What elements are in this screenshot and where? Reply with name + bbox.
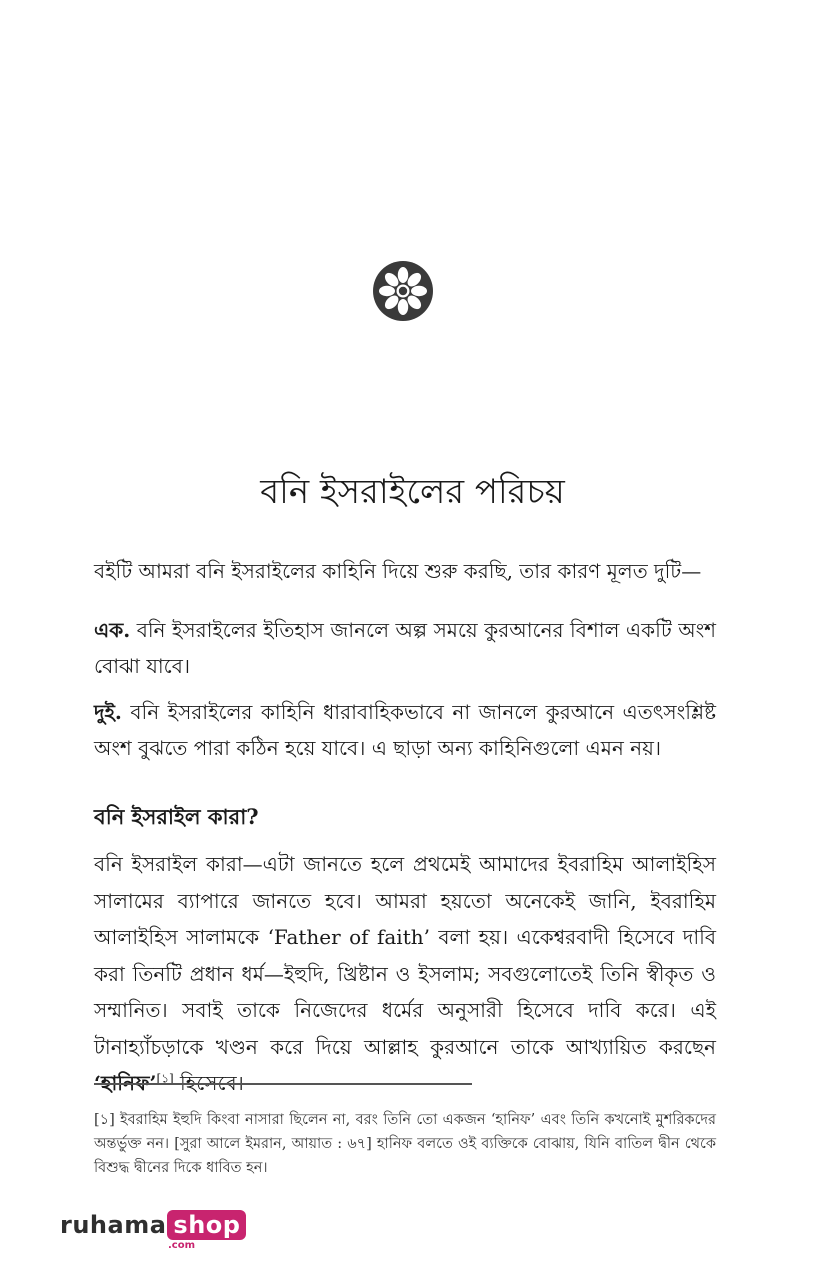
footnote-divider xyxy=(94,1083,472,1085)
logo-domain: .com xyxy=(168,1240,196,1251)
publisher-logo xyxy=(60,1210,246,1251)
section-heading: বনি ইসরাইল কারা? xyxy=(94,804,259,829)
point-two-label: দুই. xyxy=(94,700,122,724)
point-one-text: বনি ইসরাইলের ইতিহাস জানলে অল্প সময়ে কুরআনের বিশাল একটি অংশ বোঝা যাবে। xyxy=(94,618,717,678)
point-one-paragraph xyxy=(94,612,716,684)
intro-paragraph: বইটি আমরা বনি ইসরাইলের কাহিনি দিয়ে শুরু করছি, তার কারণ মূলত দুটি— xyxy=(94,559,702,583)
logo-name: ruhama xyxy=(60,1211,167,1239)
body-text: বনি ইসরাইল কারা—এটা জানতে হলে প্রথমেই আমাদের ইবরাহিম আলাইহিস সালামের ব্যাপারে জানতে হবে। আমরা হয়তো অনেকেই জানি, ইবরাহিম আলাইহিস সালামকে ‘Father of faith’ বলা হয়। একেশ্বরবাদী হিসেবে দাবি করা তিনটি প্রধান ধর্ম—ইহুদি, খ্রিষ্টান ও ইসলাম; সবগুলোতেই তিনি স্বীকৃত ও সম্মানিত। সবাই তাকে নিজেদের ধর্মের অনুসারী হিসেবে দাবি করে। এই টানাহ্যাঁচড়াকে খণ্ডন করে দিয়ে আল্লাহ কুরআনে তাকে আখ্যায়িত করছেন xyxy=(94,852,716,1059)
chapter-title: বনি ইসরাইলের পরিচয় xyxy=(260,472,565,512)
logo-shop: shop xyxy=(167,1210,246,1240)
footnote: [১] ইবরাহিম ইহুদি কিংবা নাসারা ছিলেন না, বরং তিনি তো একজন ‘হানিফ’ এবং তিনি কখনোই মুশরিকদের অন্তর্ভুক্ত নন। [সুরা আলে ইমরান, আয়াত : ৬৭] হানিফ বলতে ওই ব্যক্তিকে বোঝায়, যিনি বাতিল দ্বীন থেকে বিশুদ্ধ দ্বীনের দিকে ধাবিত হন। xyxy=(94,1112,716,1176)
logo-wordmark xyxy=(60,1210,246,1240)
body-text-end: হিসেবে। xyxy=(173,1071,244,1095)
point-two-paragraph xyxy=(94,694,716,766)
point-one-label: এক. xyxy=(94,618,131,642)
flower-ornament-icon xyxy=(372,260,434,322)
hanif-emphasis: ‘হানিফ’ xyxy=(94,1071,157,1095)
body-paragraph xyxy=(94,846,716,1102)
footnote-reference[interactable]: [১] xyxy=(156,1071,174,1086)
point-two-text: বনি ইসরাইলের কাহিনি ধারাবাহিকভাবে না জানলে কুরআনে এতৎসংশ্লিষ্ট অংশ বুঝতে পারা কঠিন হয়ে যাবে। এ ছাড়া অন্য কাহিনিগুলো এমন নয়। xyxy=(94,700,716,760)
